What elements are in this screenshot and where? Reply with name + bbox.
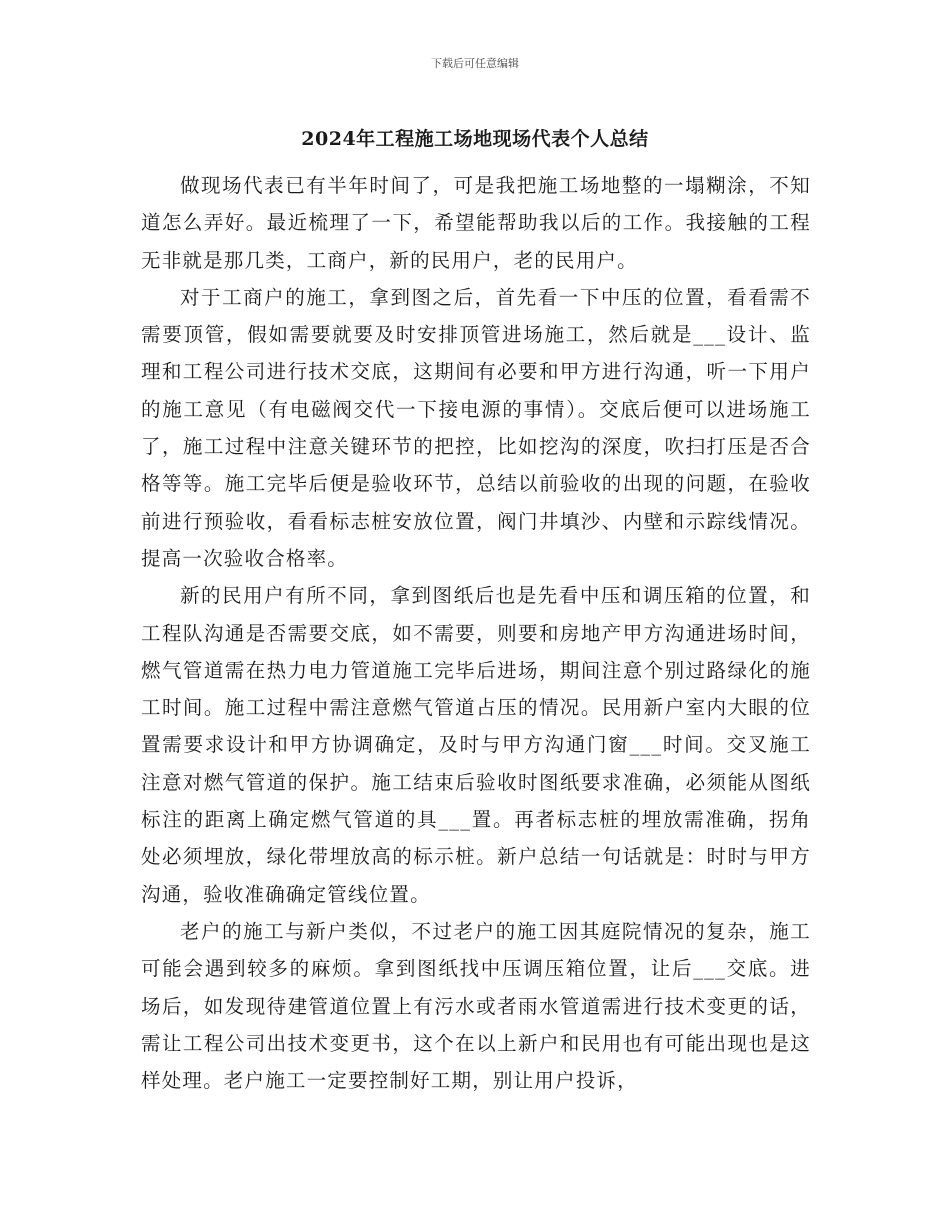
page-header-note: 下载后可任意编辑	[431, 57, 519, 70]
document-title: 2024年工程施工场地现场代表个人总结	[301, 128, 649, 150]
paragraph-2: 对于工商户的施工，拿到图之后，首先看一下中压的位置，看看需不需要顶管，假如需要就要及时安排顶管进场施工，然后就是___设计、监理和工程公司进行技术交底，这期间有必要和甲方进行沟通，听一下用户的施工意见（有电磁阀交代一下接电源的事情）。交底后便可以进场施工了，施工过程中注意关键环节的把控，比如挖沟的深度，吹扫打压是否合格等等。施工完毕后便是验收环节，总结以前验收的出现的问题，在验收前进行预验收，看看标志桩安放位置，阀门井填沙、内壁和示踪线情况。提高一次验收合格率。	[141, 285, 811, 570]
paragraph-3: 新的民用户有所不同，拿到图纸后也是先看中压和调压箱的位置，和工程队沟通是否需要交底，如不需要，则要和房地产甲方沟通进场时间，燃气管道需在热力电力管道施工完毕后进场，期间注意个别过路绿化的施工时间。施工过程中需注意燃气管道占压的情况。民用新户室内大眼的位置需要求设计和甲方协调确定，及时与甲方沟通门窗___时间。交叉施工注意对燃气管道的保护。施工结束后验收时图纸要求准确，必须能从图纸标注的距离上确定燃气管道的具___置。再者标志桩的埋放需准确，拐角处必须埋放，绿化带埋放高的标示桩。新户总结一句话就是：时时与甲方沟通，验收准确确定管线位置。	[141, 584, 811, 906]
document-body	[141, 167, 811, 1099]
paragraph-1: 做现场代表已有半年时间了，可是我把施工场地整的一塌糊涂，不知道怎么弄好。最近梳理了一下，希望能帮助我以后的工作。我接触的工程无非就是那几类，工商户，新的民用户，老的民用户。	[141, 174, 811, 272]
paragraph-4: 老户的施工与新户类似，不过老户的施工因其庭院情况的复杂，施工可能会遇到较多的麻烦。拿到图纸找中压调压箱位置，让后___交底。进场后，如发现待建管道位置上有污水或者雨水管道需进行技术变更的话，需让工程公司出技术变更书，这个在以上新户和民用也有可能出现也是这样处理。老户施工一定要控制好工期，别让用户投诉，	[141, 919, 811, 1093]
